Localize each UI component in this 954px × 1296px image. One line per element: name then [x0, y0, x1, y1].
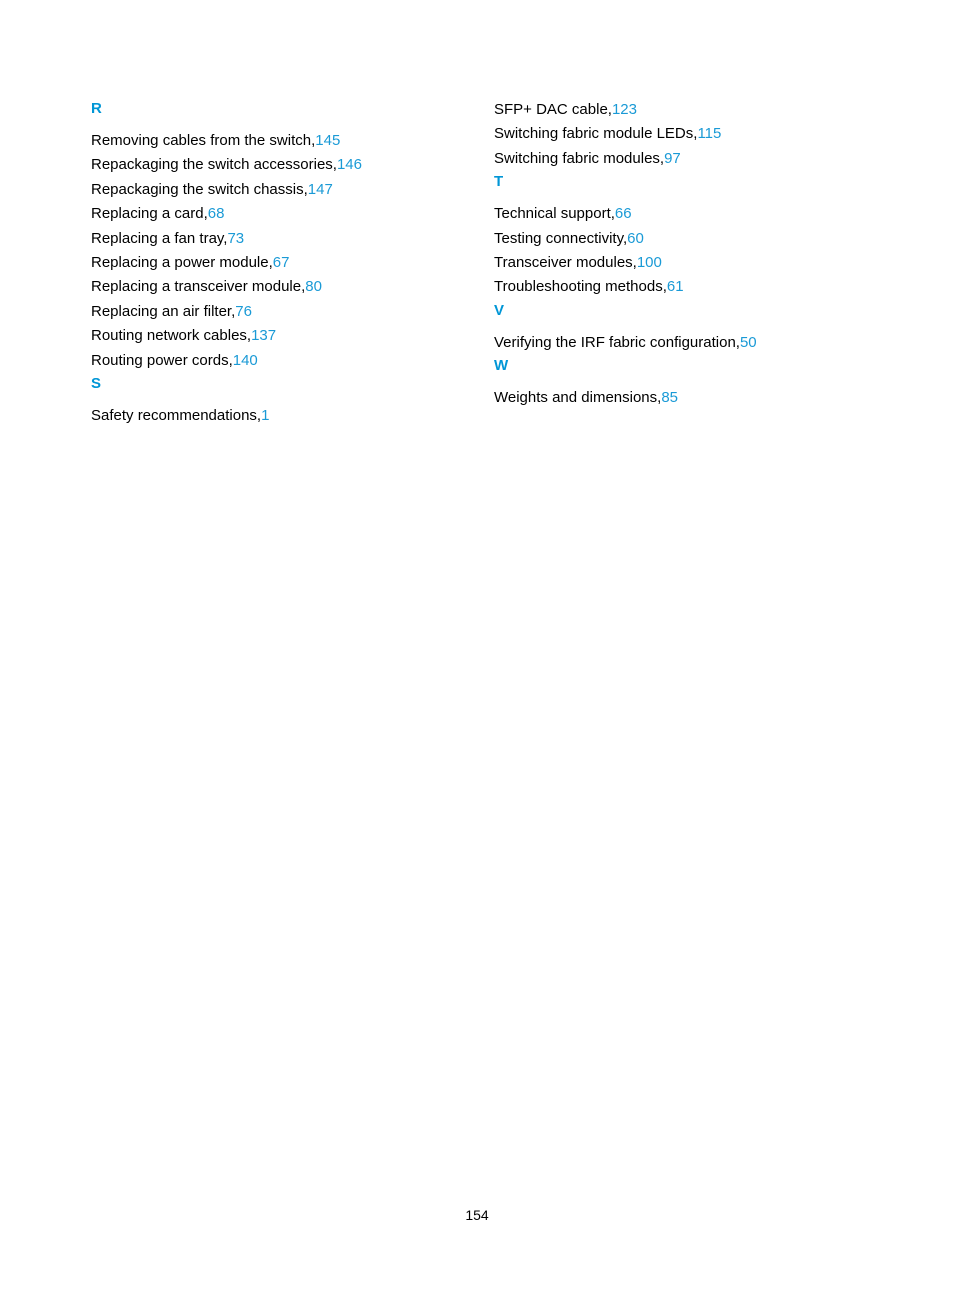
page-link[interactable]: 61 [666, 278, 684, 296]
index-term: Technical support, [494, 205, 615, 223]
index-term: Routing network cables, [91, 327, 252, 345]
index-entry [91, 300, 491, 324]
index-entry [494, 386, 894, 410]
page-link[interactable]: 66 [614, 205, 632, 223]
index-term: Testing connectivity, [494, 229, 628, 247]
index-term: Repackaging the switch chassis, [91, 180, 308, 198]
page-link[interactable]: 140 [232, 351, 258, 369]
index-entry [494, 251, 894, 275]
index-letter-v: V [494, 301, 505, 319]
page-link[interactable]: 146 [336, 156, 362, 174]
page-link[interactable]: 67 [272, 253, 290, 271]
index-entry [91, 227, 491, 251]
index-entry [494, 147, 894, 171]
index-term: SFP+ DAC cable, [494, 101, 612, 118]
index-letter-r: R [91, 100, 102, 117]
index-term: Weights and dimensions, [494, 389, 662, 407]
page-link[interactable]: 60 [627, 229, 644, 247]
index-entry [494, 331, 894, 355]
index-entry [91, 349, 491, 373]
index-term: Transceiver modules, [494, 253, 637, 271]
page-link[interactable]: 1 [261, 406, 270, 424]
index-entry [494, 227, 894, 251]
index-term: Replacing a transceiver module, [91, 278, 306, 296]
page-link[interactable]: 123 [611, 101, 637, 118]
page-link[interactable]: 68 [207, 205, 225, 223]
index-column-right [494, 98, 894, 411]
index-entry [91, 129, 491, 153]
index-letter-t: T [494, 173, 504, 191]
index-term: Repackaging the switch accessories, [91, 156, 337, 174]
page-link[interactable]: 137 [251, 327, 277, 345]
index-term: Switching fabric module LEDs, [494, 125, 698, 143]
page-link[interactable]: 97 [664, 149, 681, 167]
index-term: Troubleshooting methods, [494, 278, 667, 296]
index-term: Replacing a card, [91, 205, 208, 223]
page-link[interactable]: 76 [235, 302, 252, 320]
index-entry [494, 122, 894, 146]
index-letter-s: S [91, 374, 102, 392]
index-term: Safety recommendations, [91, 406, 262, 424]
index-entry [494, 202, 894, 226]
index-entry [91, 153, 491, 177]
index-entry [91, 404, 491, 428]
index-entry [91, 202, 491, 226]
page-link[interactable]: 100 [636, 253, 662, 271]
page-link[interactable]: 145 [315, 132, 341, 149]
index-term: Verifying the IRF fabric configuration, [494, 333, 740, 351]
index-term: Replacing a power module, [91, 253, 273, 271]
page-link[interactable]: 50 [739, 333, 757, 351]
page-link[interactable]: 80 [305, 278, 322, 296]
index-term: Replacing an air filter, [91, 302, 236, 320]
page-number: 154 [465, 1207, 489, 1223]
page-link[interactable]: 147 [307, 180, 333, 198]
index-letter-w: W [494, 357, 509, 375]
index-entry [91, 324, 491, 348]
page-link[interactable]: 85 [661, 389, 679, 407]
index-entry [91, 251, 491, 275]
index-term: Removing cables from the switch, [91, 132, 316, 149]
index-term: Routing power cords, [91, 351, 233, 369]
index-term: Switching fabric modules, [494, 149, 665, 167]
page-link[interactable]: 73 [227, 229, 245, 247]
index-column-left [91, 98, 491, 428]
page-link[interactable]: 115 [697, 125, 722, 143]
index-entry [494, 98, 894, 122]
index-entry [91, 178, 491, 202]
index-term: Replacing a fan tray, [91, 229, 228, 247]
index-entry [91, 275, 491, 299]
index-entry [494, 275, 894, 299]
